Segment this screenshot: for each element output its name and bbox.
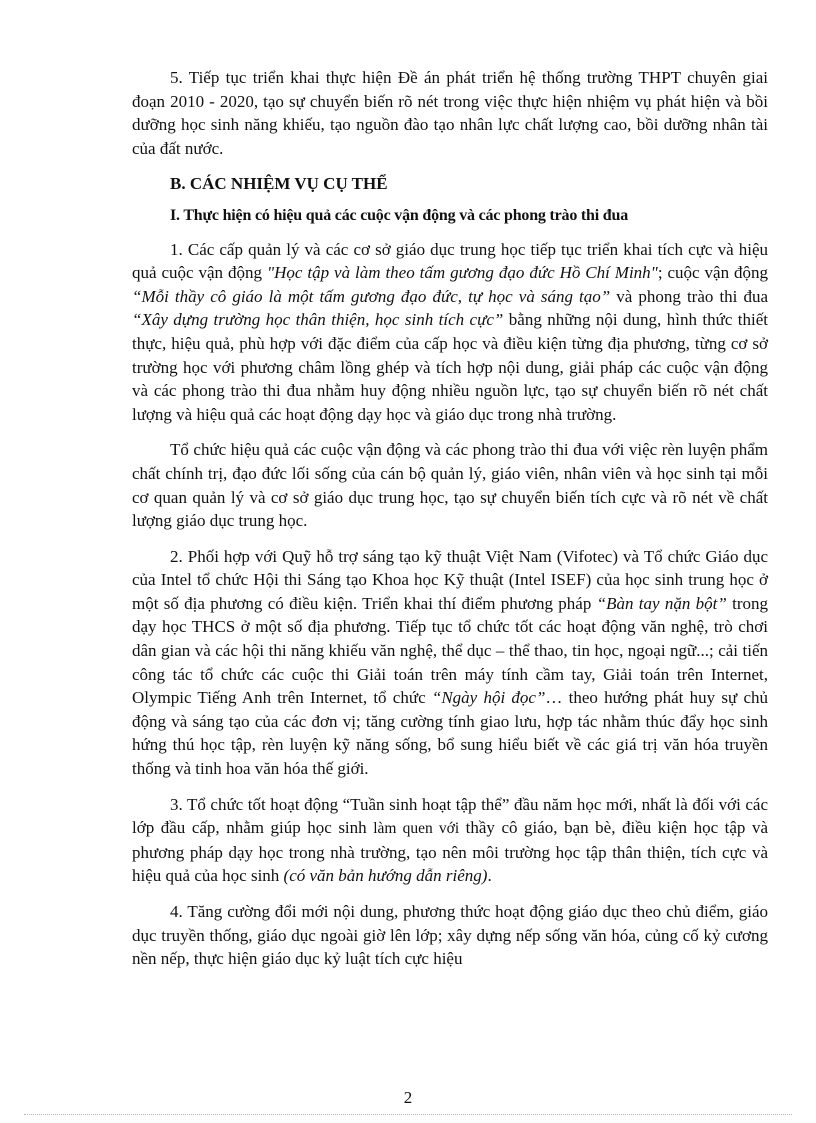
p1-quote-3: “Xây dựng trường học thân thiện, học sinh tích cực” <box>132 310 504 330</box>
p3-text-3: . <box>487 866 492 886</box>
paragraph-item-2 <box>132 545 768 781</box>
paragraph-organization: Tổ chức hiệu quả các cuộc vận động và các phong trào thi đua với việc rèn luyện phẩm chất chính trị, đạo đức lối sống của cán bộ quản lý, giáo viên, nhân viên và học sinh tại mỗi cơ quan quản lý và cơ sở giáo dục trung học, tạo sự chuyển biến tích cực và rõ nét về chất lượng giáo dục trung học. <box>132 440 768 531</box>
paragraph-item-3 <box>132 793 768 888</box>
p2-text-3: … theo hướng phát huy sự chủ động và sáng tạo của các đơn vị; tăng cường tính giao lưu, hợp tác nhằm thúc đẩy học sinh hứng thú học tập, rèn luyện kỹ năng sống, bổ sung hiểu biết về các giá trị văn hóa truyền thống và tinh hoa văn hóa thế giới. <box>132 688 769 779</box>
p1-text-1: 1. Các cấp quản lý và các cơ sở giáo dục trung học tiếp tục triển khai tích cực và hiệu quả cuộc vận động <box>132 239 768 283</box>
p2-text-2: trong dạy học THCS ở một số địa phương. Tiếp tục tổ chức tốt các hoạt động văn nghệ, trò chơi dân gian và các hội thi năng khiếu văn nghệ, thể dục – thể thao, tin học, ngoại ngữ...; cải tiến công tác tổ chức các cuộc thi Giải toán trên máy tính cầm tay, Giải toán trên Internet, Olympic Tiếng Anh trên Internet, tổ chức <box>132 593 768 708</box>
paragraph-item-5: 5. Tiếp tục triển khai thực hiện Đề án phát triển hệ thống trường THPT chuyên giai đoạn 2010 - 2020, tạo sự chuyển biến rõ nét trong việc thực hiện nhiệm vụ phát hiện và bồi dưỡng học sinh năng khiếu, tạo nguồn đào tạo nhân lực chất lượng cao, bồi dưỡng nhân tài của đất nước. <box>132 68 768 158</box>
p3-text-small: làm quen với <box>373 820 460 838</box>
page-number: 2 <box>403 1088 413 1107</box>
p1-quote-2: “Mỗi thầy cô giáo là một tấm gương đạo đức, tự học và sáng tạo” <box>132 286 611 306</box>
p2-text-1: 2. Phối hợp với Quỹ hỗ trợ sáng tạo kỹ thuật Việt Nam (Vifotec) và Tổ chức Giáo dục của Intel tổ chức Hội thi Sáng tạo Khoa học Kỹ thuật (Intel ISEF) của học sinh trung học ở một số địa phương có điều kiện. Triển khai thí điểm phương pháp <box>132 546 768 613</box>
p3-text-2: thầy cô giáo, bạn bè, điều kiện học tập và phương pháp dạy học trong nhà trường, tạo nên môi trường học tập thân thiện, tích cực và hiệu quả của học sinh <box>132 818 768 886</box>
p1-text-3: và phong trào thi đua <box>610 286 769 306</box>
p1-text-4: bằng những nội dung, hình thức thiết thực, hiệu quả, phù hợp với đặc điểm của cấp học và điều kiện từng địa phương, từng cơ sở trường học với phương châm lồng ghép và tích hợp nội dung, giải pháp các cuộc vận động và các phong trào thi đua nhằm huy động nhiều nguồn lực, tạo sự chuyển biến rõ nét chất lượng và hiệu quả các hoạt động dạy học và giáo dục trong nhà trường. <box>132 310 769 424</box>
p1-text-2: ; cuộc vận động <box>657 263 769 283</box>
paragraph-item-1 <box>132 238 768 427</box>
paragraph-item-4: 4. Tăng cường đổi mới nội dung, phương thức hoạt động giáo dục theo chủ điểm, giáo dục truyền thống, giáo dục ngoài giờ lên lớp; xây dựng nếp sống văn hóa, củng cố kỷ cương nền nếp, thực hiện giáo dục kỷ luật tích cực hiệu <box>132 902 768 969</box>
p3-note: (có văn bản hướng dẫn riêng) <box>283 866 488 886</box>
section-heading-b: B. CÁC NHIỆM VỤ CỤ THỂ <box>170 174 388 194</box>
p2-quote-1: “Bàn tay nặn bột” <box>596 593 727 613</box>
p3-text-1: 3. Tổ chức tốt hoạt động “Tuần sinh hoạt tập thể” đầu năm học mới, nhất là đối với các lớp đầu cấp, nhằm giúp học sinh <box>132 794 768 838</box>
subsection-heading-i: I. Thực hiện có hiệu quả các cuộc vận động và các phong trào thi đua <box>170 206 628 224</box>
footer-divider <box>24 1114 792 1115</box>
p2-quote-2: “Ngày hội đọc” <box>431 688 546 708</box>
page-body <box>132 66 768 971</box>
p1-quote-1: "Học tập và làm theo tấm gương đạo đức Hồ Chí Minh" <box>266 263 658 283</box>
